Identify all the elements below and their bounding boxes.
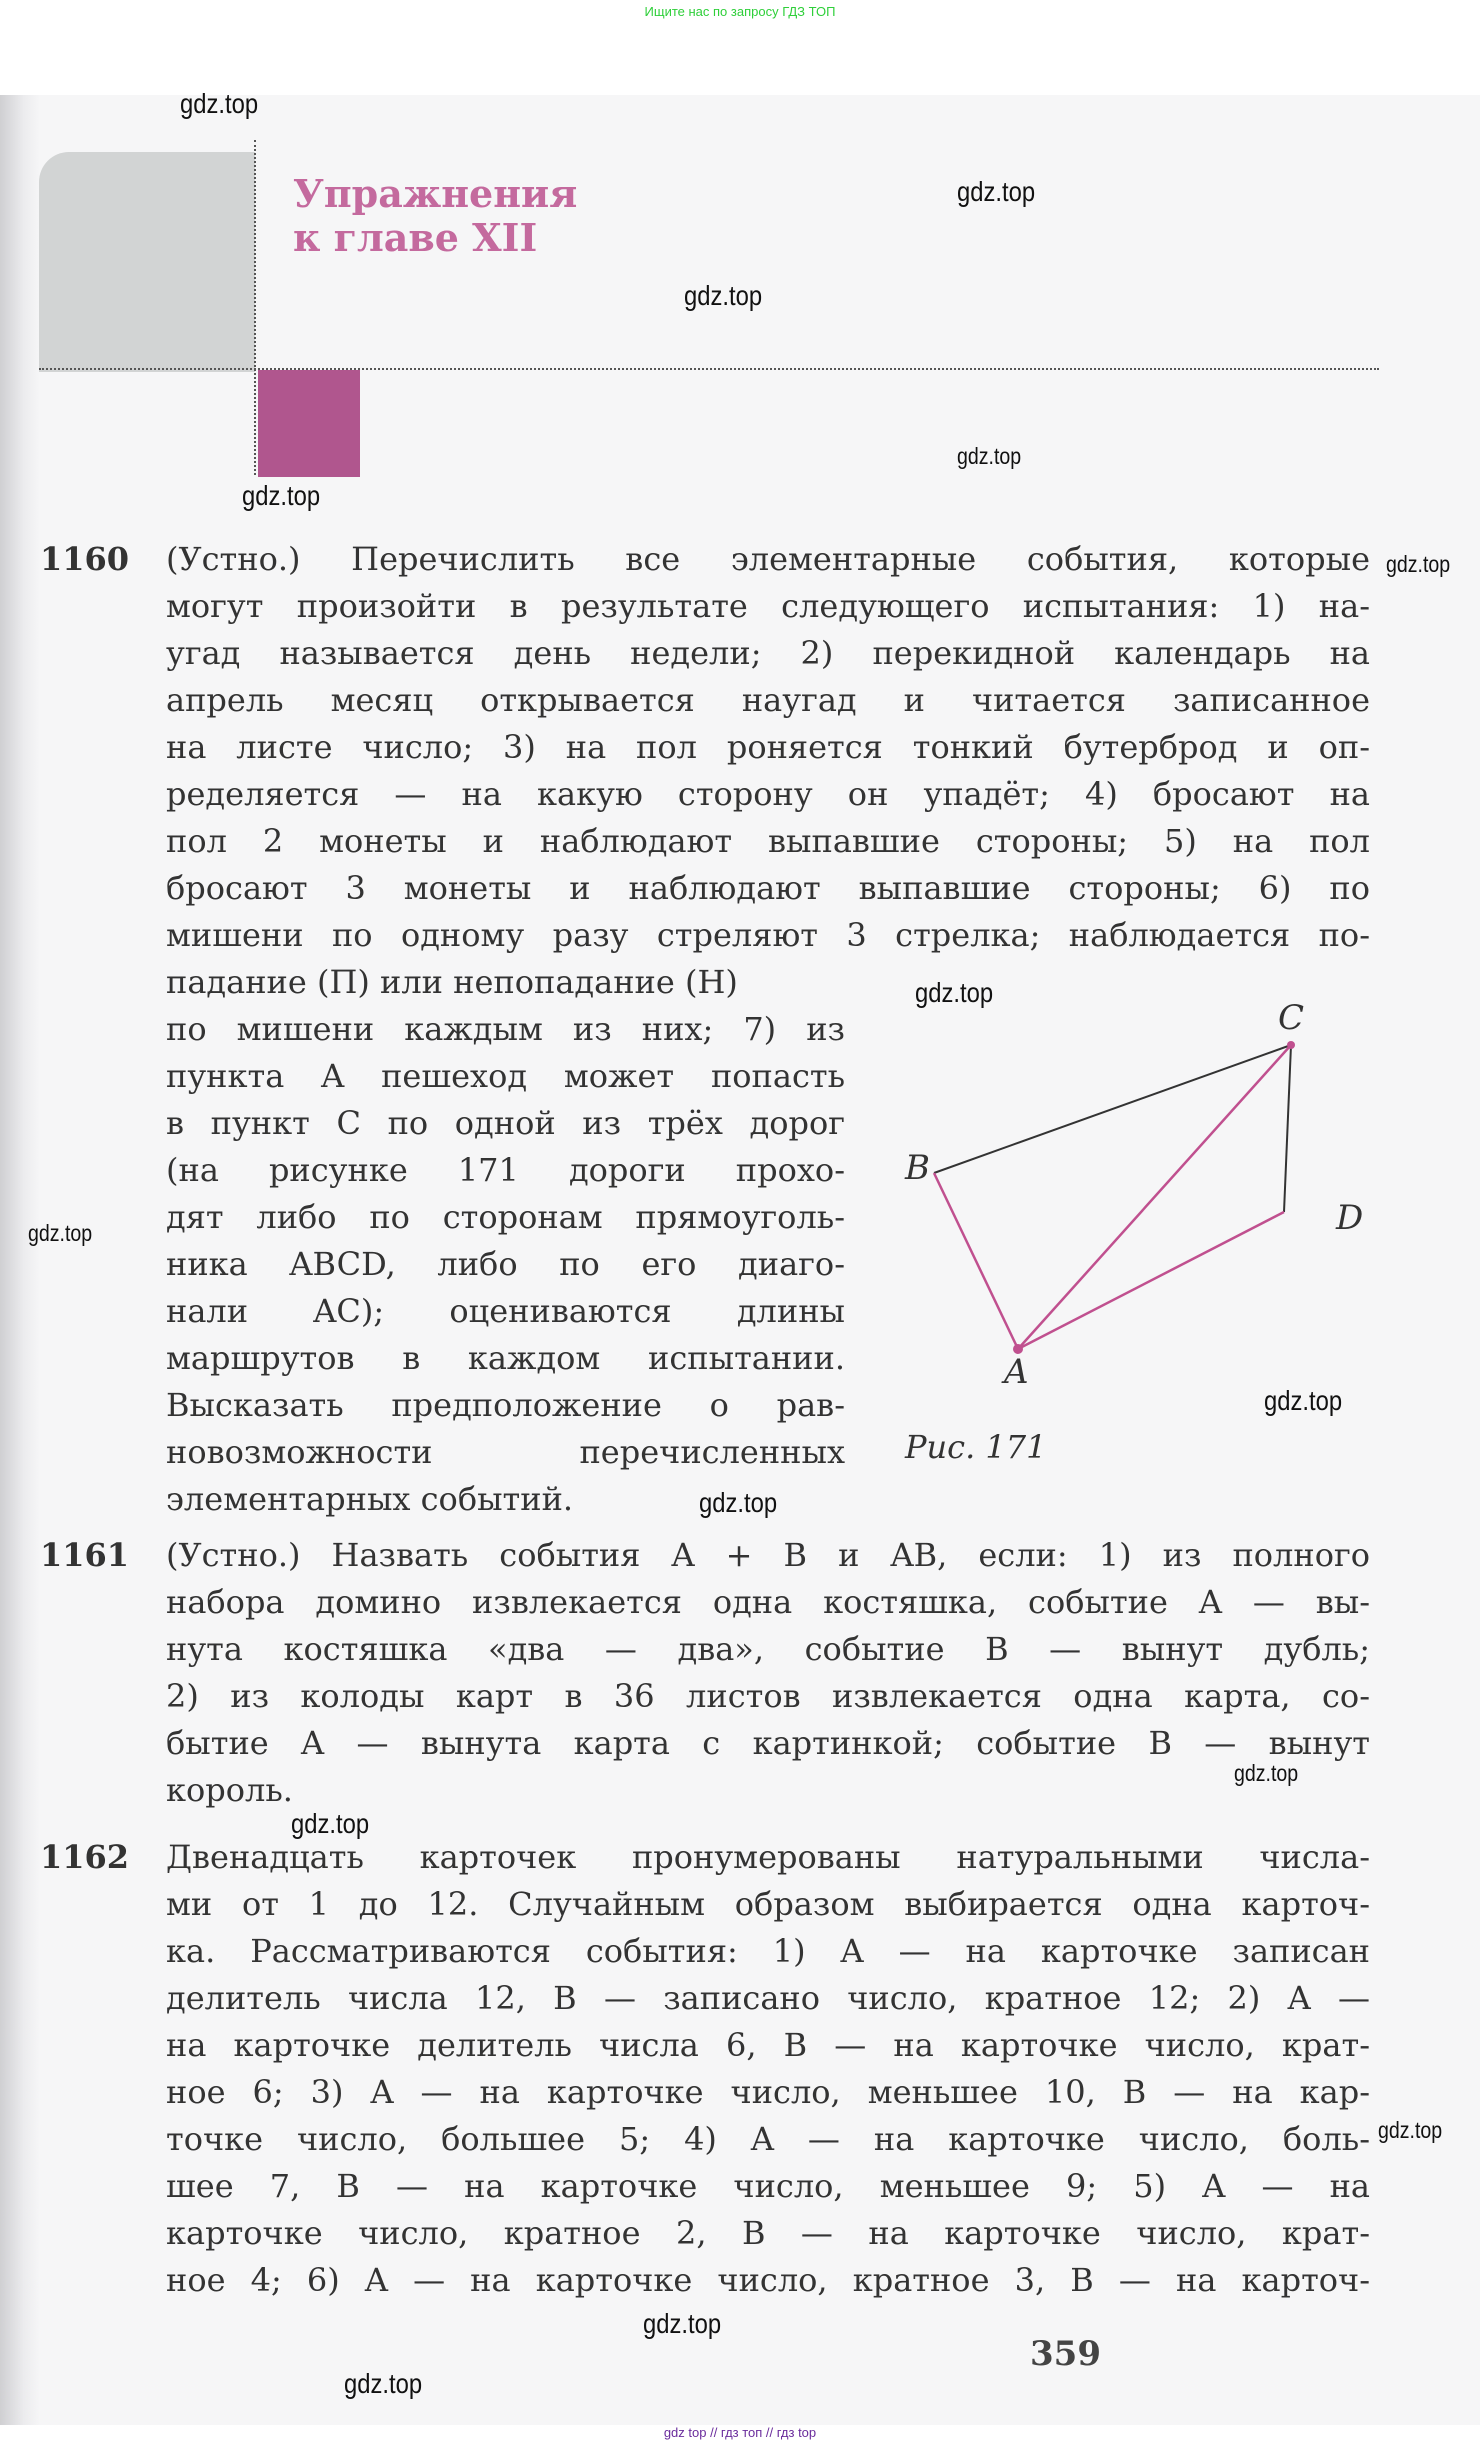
heading-line-2: к главе XII: [293, 215, 538, 260]
bottom-footer[interactable]: gdz top // гдз топ // гдз top: [663, 2425, 817, 2440]
text-line: на листе число; 3) на пол роняется тонкий бутерброд и оп-: [166, 728, 1370, 766]
label-c: C: [1278, 998, 1305, 1038]
watermark: gdz.top: [242, 480, 321, 511]
watermark: gdz.top: [957, 443, 1022, 469]
text-line: ника ABCD, либо по его диаго-: [166, 1245, 845, 1283]
watermark: gdz.top: [291, 1808, 370, 1839]
text-line: карточке число, кратное 2, B — на карточке число, крат-: [166, 2214, 1370, 2252]
route-ab: [934, 1173, 1018, 1349]
text-line: набора домино извлекается одна костяшка, событие A — вы-: [166, 1583, 1370, 1621]
text-line: падание (П) или непопадание (Н): [166, 963, 738, 1001]
text-line: Высказать предположение о рав-: [166, 1386, 845, 1424]
text-line: апрель месяц открывается наугад и читается записанное: [166, 681, 1370, 719]
text-line: делитель числа 12, B — записано число, кратное 12; 2) A —: [166, 1979, 1370, 2017]
text-line: в пункт C по одной из трёх дорог: [166, 1104, 845, 1142]
watermark: gdz.top: [1264, 1385, 1343, 1416]
text-line: пункта A пешеход может попасть: [166, 1057, 845, 1095]
text-line: новозможности перечисленных: [166, 1433, 845, 1471]
text-line: маршрутов в каждом испытании.: [166, 1339, 845, 1377]
text-line: бросают 3 монеты и наблюдают выпавшие стороны; 6) по: [166, 869, 1370, 907]
text-line: пол 2 монеты и наблюдают выпавшие стороны; 5) на пол: [166, 822, 1370, 860]
text-line: (Устно.) Назвать события A + B и AB, если: 1) из полного: [166, 1536, 1370, 1574]
watermark: gdz.top: [699, 1487, 778, 1518]
watermark: gdz.top: [643, 2308, 722, 2339]
text-line: нали AC); оцениваются длины: [166, 1292, 845, 1330]
text-line: на карточке делитель числа 6, B — на карточке число, крат-: [166, 2026, 1370, 2064]
text-line: ка. Рассматриваются события: 1) A — на карточке записан: [166, 1932, 1370, 1970]
text-line: ми от 1 до 12. Случайным образом выбирается одна карточ-: [166, 1885, 1370, 1923]
text-line: шее 7, B — на карточке число, меньшее 9; 5) A — на: [166, 2167, 1370, 2205]
label-d: D: [1336, 1198, 1364, 1238]
text-line: угад называется день недели; 2) перекидной календарь на: [166, 634, 1370, 672]
label-b: B: [905, 1148, 930, 1188]
heading-line-1: Упражнения: [293, 171, 578, 216]
problem-number: 1161: [40, 1536, 130, 1574]
watermark: gdz.top: [1386, 551, 1451, 577]
text-line: ределяется — на какую сторону он упадёт; 4) бросают на: [166, 775, 1370, 813]
point-c: [1287, 1041, 1295, 1049]
watermark: gdz.top: [180, 88, 259, 119]
route-ac: [1018, 1045, 1291, 1349]
text-line: точке число, большее 5; 4) A — на карточке число, боль-: [166, 2120, 1370, 2158]
watermark: gdz.top: [684, 280, 763, 311]
watermark: gdz.top: [344, 2368, 423, 2399]
top-banner[interactable]: Ищите нас по запросу ГДЗ ТОП: [644, 4, 836, 19]
text-line: дят либо по сторонам прямоуголь-: [166, 1198, 845, 1236]
problem-number: 1160: [40, 540, 130, 578]
text-line: могут произойти в результате следующего испытания: 1) на-: [166, 587, 1370, 625]
side-cd: [1284, 1045, 1291, 1212]
text-line: мишени по одному разу стреляют 3 стрелка; наблюдается по-: [166, 916, 1370, 954]
text-line: ное 4; 6) A — на карточке число, кратное 3, B — на карточ-: [166, 2261, 1370, 2299]
text-line: ное 6; 3) A — на карточке число, меньшее 10, B — на кар-: [166, 2073, 1370, 2111]
watermark: gdz.top: [28, 1220, 93, 1246]
side-bc: [934, 1045, 1291, 1173]
text-line: (Устно.) Перечислить все элементарные события, которые: [166, 540, 1370, 578]
watermark: gdz.top: [915, 977, 994, 1008]
text-line: король.: [166, 1771, 293, 1809]
route-ad: [1018, 1212, 1284, 1349]
text-line: Двенадцать карточек пронумерованы натуральными числа-: [166, 1838, 1370, 1876]
problem-number: 1162: [40, 1838, 130, 1876]
figure-caption: Рис. 171: [905, 1428, 1047, 1466]
text-line: (на рисунке 171 дороги прохо-: [166, 1151, 845, 1189]
text-line: по мишени каждым из них; 7) из: [166, 1010, 845, 1048]
label-a: A: [1004, 1352, 1029, 1392]
text-line: бытие A — вынута карта с картинкой; событие B — вынут: [166, 1724, 1370, 1762]
page-number: 359: [1030, 2334, 1101, 2374]
watermark: gdz.top: [1378, 2117, 1443, 2143]
text-line: элементарных событий.: [166, 1480, 574, 1518]
watermark: gdz.top: [957, 176, 1036, 207]
text-line: нута костяшка «два — два», событие B — вынут дубль;: [166, 1630, 1370, 1668]
text-line: 2) из колоды карт в 36 листов извлекается одна карта, со-: [166, 1677, 1370, 1715]
watermark: gdz.top: [1234, 1760, 1299, 1786]
